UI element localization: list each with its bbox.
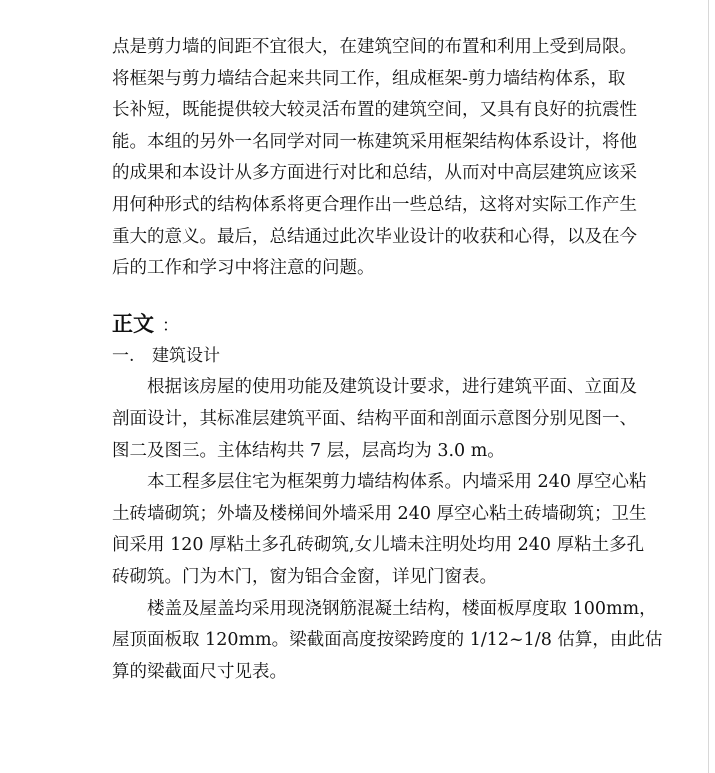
paragraph-line: 楼盖及屋盖均采用现浇钢筋混凝土结构，楼面板厚度取 100mm， — [147, 598, 657, 619]
paragraph-line: 算的梁截面尺寸见表。 — [112, 661, 287, 682]
paragraph-wall-materials — [112, 467, 647, 593]
intro-line: 的成果和本设计从多方面进行对比和总结，从而对中高层建筑应该采 — [112, 163, 637, 184]
intro-line: 长补短，既能提供较大较灵活布置的建筑空间，又具有良好的抗震性 — [112, 100, 637, 121]
heading-title: 正文 — [112, 311, 154, 336]
paragraph-floor-structure — [112, 594, 663, 689]
subsection-number: 一. — [112, 345, 135, 366]
paragraph-line: 砖砌筑。门为木门，窗为铝合金窗，详见门窗表。 — [112, 566, 497, 587]
intro-line: 能。本组的另外一名同学对同一栋建筑采用框架结构体系设计，将他 — [112, 131, 637, 152]
document-body — [112, 32, 663, 688]
heading-colon: ： — [162, 315, 179, 336]
paragraph-line: 屋顶面板取 120mm。梁截面高度按梁跨度的 1/12~1/8 估算，由此估 — [112, 630, 663, 651]
paragraph-design-overview — [112, 372, 637, 467]
page-edge-line — [708, 0, 709, 773]
section-heading — [112, 307, 612, 341]
paragraph-line: 根据该房屋的使用功能及建筑设计要求，进行建筑平面、立面及 — [147, 377, 637, 398]
intro-line: 重大的意义。最后，总结通过此次毕业设计的收获和心得，以及在今 — [112, 226, 637, 247]
paragraph-line: 图二及图三。主体结构共 7 层，层高均为 3.0 m。 — [112, 440, 505, 461]
intro-line: 后的工作和学习中将注意的问题。 — [112, 258, 375, 279]
intro-line: 将框架与剪力墙结合起来共同工作，组成框架-剪力墙结构体系，取 — [112, 68, 626, 89]
paragraph-line: 土砖墙砌筑；外墙及楼梯间外墙采用 240 厚空心粘土砖墙砌筑；卫生 — [112, 503, 647, 524]
intro-line: 点是剪力墙的间距不宜很大，在建筑空间的布置和利用上受到局限。 — [112, 37, 637, 57]
subsection-heading — [112, 341, 612, 373]
paragraph-line: 间采用 120 厚粘土多孔砖砌筑,女儿墙未注明处均用 240 厚粘土多孔 — [112, 535, 645, 556]
subsection-title: 建筑设计 — [152, 345, 220, 366]
intro-paragraph — [112, 32, 637, 285]
paragraph-line: 本工程多层住宅为框架剪力墙结构体系。内墙采用 240 厚空心粘 — [147, 472, 647, 493]
intro-line: 用何种形式的结构体系将更合理作出一些总结，这将对实际工作产生 — [112, 194, 637, 215]
paragraph-line: 剖面设计，其标准层建筑平面、结构平面和剖面示意图分别见图一、 — [112, 408, 637, 429]
